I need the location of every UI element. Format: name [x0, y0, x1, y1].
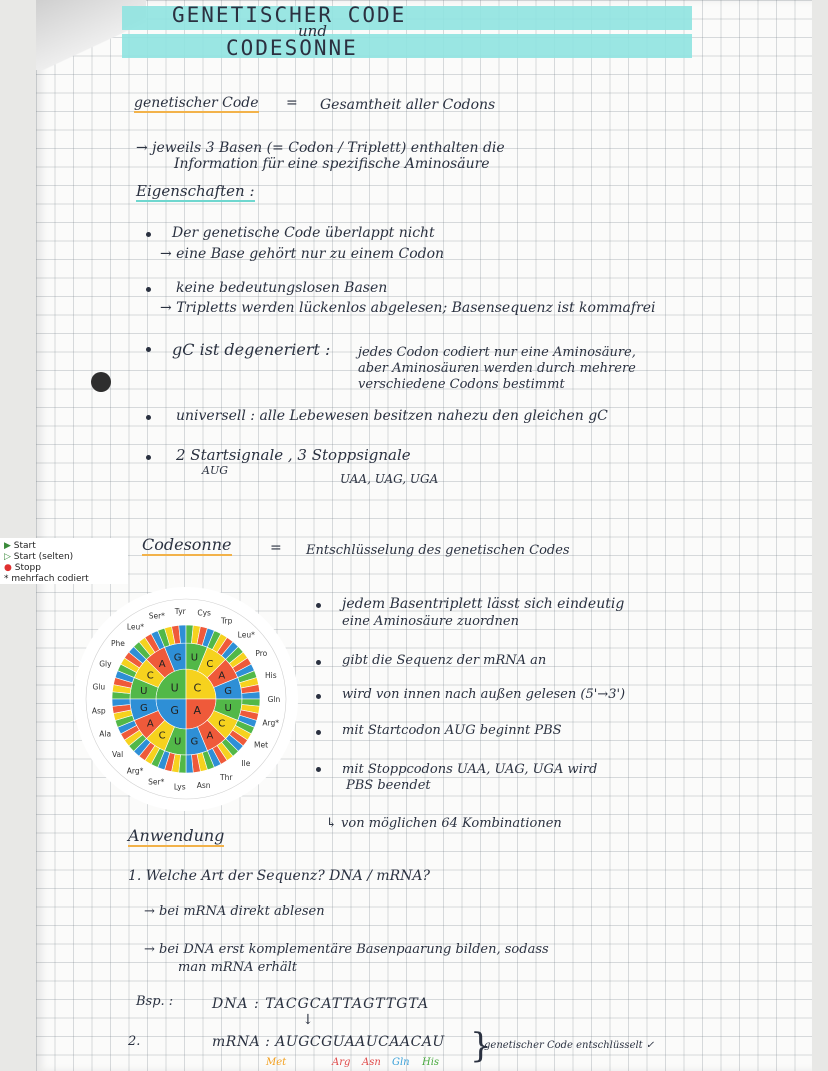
codesonne-wheel [36, 584, 308, 814]
start-codon: AUG [202, 464, 229, 477]
amino-acid-label: Ile [241, 759, 251, 769]
brace: } [470, 1026, 492, 1066]
amino-acid-label: Ala [99, 729, 112, 739]
title-line2: und [298, 22, 327, 40]
sun-legend [0, 538, 128, 584]
property-1-line2: → eine Base gehört nur zu einem Codon [160, 246, 445, 262]
property-3-line4: verschiedene Codons bestimmt [358, 377, 565, 392]
amino-acid-label: Glu [92, 682, 106, 692]
bullet [316, 660, 321, 665]
sun-point-5b: PBS beendet [346, 778, 431, 793]
sun-point-1: jedem Basentriplett lässt sich eindeutig [342, 596, 625, 612]
anwendung-a2-line1: → bei DNA erst komplementäre Basenpaarung bilden, sodass [144, 942, 549, 957]
title-line3: CODESONNE [226, 36, 358, 60]
amino-acid-label: Gly [99, 659, 112, 669]
legend-start: ▶ Start [4, 541, 36, 551]
codesonne-eq: = [270, 540, 282, 556]
amino-acid-label: Leu* [126, 622, 145, 632]
decoded-note: genetischer Code entschlüsselt ✓ [484, 1040, 655, 1051]
property-5-line1: 2 Startsignale , 3 Stoppsignale [176, 446, 411, 464]
amino-acid-label: Ser* [148, 611, 165, 621]
ring1-base-label: C [193, 681, 202, 695]
aa-4: Gln [392, 1057, 410, 1068]
sun-point-1b: eine Aminosäure zuordnen [342, 614, 519, 629]
title-highlight-2 [122, 34, 692, 58]
bullet [316, 694, 321, 699]
amino-acid-label: Gln [267, 694, 281, 704]
ring2-base-label: A [146, 718, 154, 730]
amino-acid-label: Arg* [262, 718, 279, 728]
property-2-line1: keine bedeutungslosen Basen [176, 280, 388, 296]
example-label: Bsp. : [136, 994, 174, 1009]
down-arrow: ↓ [302, 1012, 314, 1028]
anwendung-a2-line2: man mRNA erhält [178, 960, 298, 975]
amino-acid-label: Leu* [237, 630, 255, 640]
legend-stop: ● Stopp [4, 563, 41, 573]
definition-eq: = [286, 95, 298, 111]
ring2-base-label: G [190, 736, 199, 748]
anwendung-heading: Anwendung [128, 826, 225, 845]
amino-acid-label: Met [254, 740, 269, 750]
sun-point-3: wird von innen nach außen gelesen (5'→3') [342, 687, 626, 702]
definition-text: Gesamtheit aller Codons [320, 97, 496, 113]
amino-acid-label: Ser* [148, 777, 165, 787]
aa-3: Asn [362, 1057, 381, 1068]
arrow1-line1: → jeweils 3 Basen (= Codon / Triplett) enthalten die [136, 140, 505, 156]
amino-acid-label: Cys [197, 608, 211, 618]
amino-acid-label: Lys [173, 782, 186, 792]
bullet [146, 455, 151, 460]
ring2-base-label: G [173, 652, 182, 664]
notebook-page [36, 0, 812, 1071]
bullet [316, 730, 321, 735]
sun-point-5: mit Stoppcodons UAA, UAG, UGA wird [342, 762, 598, 777]
amino-acid-label: Pro [255, 649, 268, 659]
aa-1: Met [266, 1057, 287, 1068]
ring2-base-label: C [206, 658, 214, 670]
ring2-base-label: C [218, 718, 226, 730]
ring2-base-label: G [139, 702, 148, 714]
ring2-base-label: A [218, 670, 226, 682]
mrna-sequence: mRNA : AUGCGUAAUCAACAU [212, 1034, 445, 1050]
ring1-base-label: A [193, 704, 202, 718]
ring2-base-label: C [146, 670, 154, 682]
anwendung-a1: → bei mRNA direkt ablesen [144, 904, 325, 919]
amino-acid-label: His [264, 671, 277, 681]
codesonne-text: Entschlüsselung des genetischen Codes [306, 543, 570, 558]
ring2-base-label: A [206, 730, 214, 742]
bullet [146, 287, 151, 292]
amino-acid-label: Trp [221, 616, 233, 626]
bullet [316, 603, 321, 608]
ring2-base-label: U [173, 736, 182, 748]
sun-point-4: mit Startcodon AUG beginnt PBS [342, 723, 562, 738]
step-2-label: 2. [128, 1034, 141, 1049]
ring1-base-label: G [170, 704, 179, 718]
anwendung-q1: 1. Welche Art der Sequenz? DNA / mRNA? [128, 868, 431, 884]
amino-acid-label: Tyr [174, 606, 186, 616]
bullet [146, 232, 151, 237]
property-3-line2: jedes Codon codiert nur eine Aminosäure, [358, 345, 636, 360]
amino-acid-label: Phe [110, 638, 125, 648]
ring2-base-label: U [190, 652, 199, 664]
amino-acid-label: Thr [220, 772, 233, 782]
aa-2: Arg [332, 1057, 351, 1068]
property-3-line3: aber Aminosäuren werden durch mehrere [358, 361, 636, 376]
codesonne-heading: Codesonne [142, 535, 232, 554]
amino-acid-label: Arg* [126, 766, 144, 776]
ring2-base-label: U [140, 686, 148, 698]
bullet [146, 415, 151, 420]
property-3-line1: gC ist degeneriert : [172, 340, 331, 359]
legend-start-rare: ▷ Start (selten) [4, 552, 74, 562]
ring2-base-label: U [224, 702, 232, 714]
sun-point-6: ↳ von möglichen 64 Kombinationen [326, 816, 562, 831]
property-1-line1: Der genetische Code überlappt nicht [172, 225, 435, 241]
property-4-line1: universell : alle Lebewesen besitzen nahezu den gleichen gC [176, 408, 608, 424]
bullet [146, 347, 151, 352]
ring1-base-label: U [170, 681, 179, 695]
amino-acid-label: Asp [91, 706, 106, 716]
amino-acid-label: Asn [196, 780, 211, 790]
arrow1-line2: Information für eine spezifische Aminosäure [174, 156, 490, 172]
properties-heading: Eigenschaften : [136, 182, 255, 200]
sun-point-2: gibt die Sequenz der mRNA an [342, 653, 547, 668]
ring2-base-label: G [224, 686, 233, 698]
bullet [316, 767, 321, 772]
title-line1: GENETISCHER CODE [172, 3, 407, 27]
definition-term: genetischer Code [134, 95, 259, 111]
ring2-base-label: C [158, 730, 166, 742]
aa-5: His [422, 1057, 440, 1068]
amino-acid-label: Val [111, 749, 124, 759]
punch-hole [91, 372, 111, 392]
property-2-line2: → Tripletts werden lückenlos abgelesen; Basensequenz ist kommafrei [160, 300, 656, 316]
legend-multi: * mehrfach codiert [4, 574, 89, 584]
stop-codons: UAA, UAG, UGA [340, 472, 439, 486]
ring2-base-label: A [158, 658, 166, 670]
dna-sequence: DNA : TACGCATTAGTTGTA [212, 996, 430, 1012]
